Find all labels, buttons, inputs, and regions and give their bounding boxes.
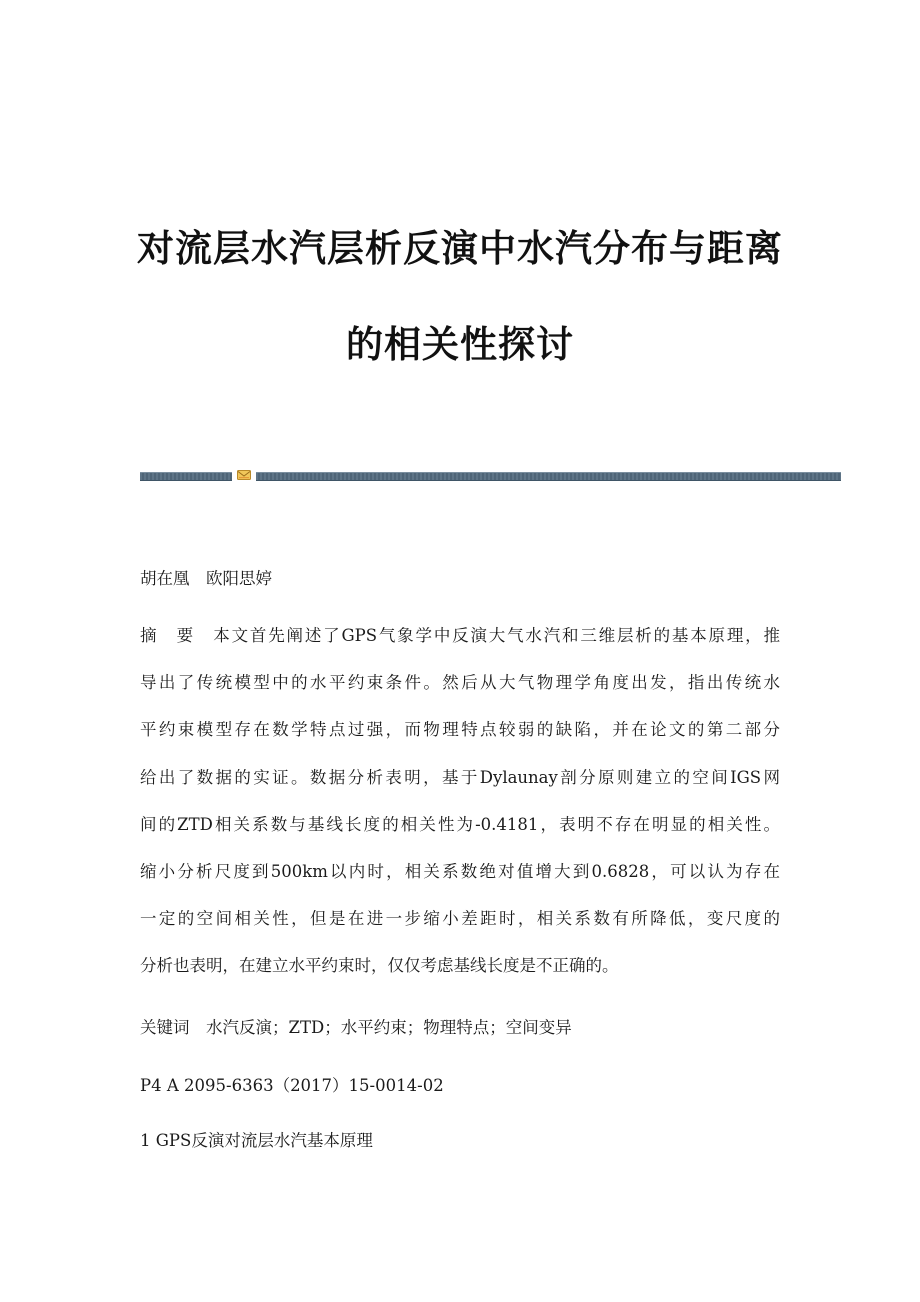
document-title-line-2: 的相关性探讨: [346, 323, 574, 366]
abstract-line: 间的ZTD相关系数与基线长度的相关性为-0.4181，表明不存在明显的相关性。: [140, 814, 780, 834]
abstract-line: 给出了数据的实证。数据分析表明，基于Dylaunay剖分原则建立的空间IGS网: [140, 767, 780, 787]
divider-bar-left: [140, 472, 232, 481]
abstract-line: 平约束模型存在数学特点过强，而物理特点较弱的缺陷，并在论文的第二部分: [140, 720, 780, 740]
keywords-line: 关键词 水汽反演；ZTD；水平约束；物理特点；空间变异: [140, 1018, 572, 1037]
abstract-line: 导出了传统模型中的水平约束条件。然后从大气物理学角度出发，指出传统水: [140, 673, 780, 693]
envelope-ornament-icon: [237, 469, 251, 481]
abstract-line: 一定的空间相关性，但是在进一步缩小差距时，相关系数有所降低，变尺度的: [140, 909, 780, 929]
classification-line: P4 A 2095-6363（2017）15-0014-02: [140, 1076, 444, 1095]
abstract-line: 摘 要 本文首先阐述了GPS气象学中反演大气水汽和三维层析的基本原理，推: [140, 626, 780, 645]
authors-line: 胡在凰 欧阳思婷: [140, 569, 272, 588]
document-title-line-1: 对流层水汽层析反演中水汽分布与距离: [137, 227, 783, 270]
title-divider: [140, 469, 841, 481]
section-heading: 1 GPS反演对流层水汽基本原理: [140, 1131, 373, 1150]
abstract-line: 分析也表明，在建立水平约束时，仅仅考虑基线长度是不正确的。: [140, 956, 619, 976]
abstract-line: 缩小分析尺度到500km以内时，相关系数绝对值增大到0.6828，可以认为存在: [140, 861, 780, 881]
abstract-paragraph: [140, 626, 780, 1004]
divider-bar-right: [256, 472, 841, 481]
